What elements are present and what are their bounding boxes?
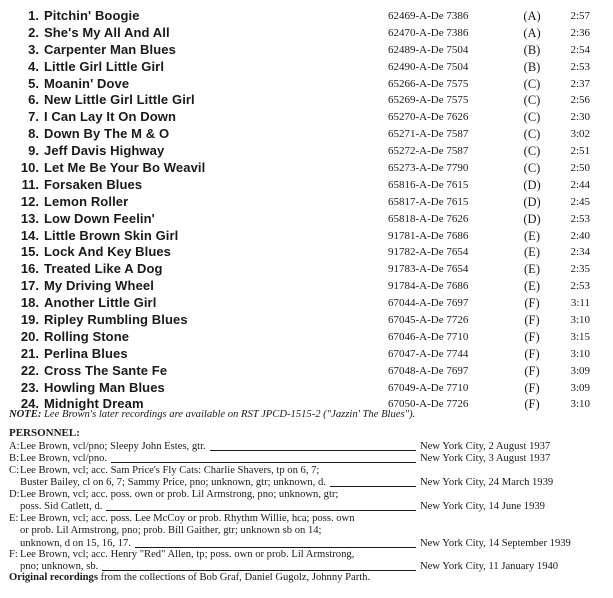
track-matrix: 62470-A-De 7386: [388, 26, 469, 39]
track-title: Little Brown Skin Girl: [44, 227, 179, 243]
track-number: 9.: [28, 143, 39, 159]
track-title: Moanin' Dove: [44, 75, 130, 91]
leader-rule: [102, 570, 416, 571]
leader-rule: [111, 462, 416, 463]
track-row: [0, 194, 613, 211]
note-label: NOTE:: [9, 409, 42, 420]
original-label: Original recordings: [9, 572, 98, 583]
track-number: 23.: [20, 379, 39, 395]
track-duration: 2:56: [570, 94, 590, 107]
track-number: 6.: [28, 92, 39, 108]
track-number: 8.: [28, 126, 39, 142]
session-place-date: New York City, 14 June 1939: [420, 501, 545, 513]
track-row: [0, 211, 613, 228]
track-matrix: 65818-A-De 7626: [388, 212, 469, 225]
original-text: from the collections of Bob Graf, Daniel Gugolz, Johnny Parth.: [97, 572, 371, 583]
session-letter: D:: [9, 489, 20, 500]
track-matrix: 67046-A-De 7710: [388, 330, 469, 343]
track-duration: 3:10: [570, 314, 590, 327]
track-session: (A): [523, 25, 541, 40]
track-duration: 2:53: [570, 212, 590, 225]
track-title: Howling Man Blues: [44, 379, 165, 395]
track-session: (E): [524, 279, 540, 294]
track-matrix: 67050-A-De 7726: [388, 398, 469, 411]
session-lineup-line: Lee Brown, vcl/pno.: [20, 453, 108, 464]
track-number: 13.: [20, 210, 39, 226]
track-session: (D): [523, 177, 541, 192]
track-duration: 2:35: [570, 263, 590, 276]
track-matrix: 91782-A-De 7654: [388, 246, 469, 259]
track-duration: 2:37: [570, 77, 590, 90]
session-lineup-line: poss. Sid Catlett, d.: [20, 501, 103, 513]
track-number: 1.: [28, 8, 39, 23]
track-row: [0, 295, 613, 312]
track-title: Down By The M & O: [44, 126, 170, 142]
track-title: I Can Lay It On Down: [44, 109, 177, 125]
track-row: [0, 25, 613, 42]
track-number: 15.: [20, 244, 39, 260]
leader-rule: [135, 547, 416, 548]
track-matrix: 65269-A-De 7575: [388, 94, 469, 107]
track-row: [0, 177, 613, 194]
track-title: Carpenter Man Blues: [44, 41, 176, 57]
track-number: 11.: [21, 176, 39, 192]
session-lineup-line: Lee Brown, vcl; acc. poss. own or prob. Lil Armstrong, pno; unknown, gtr;: [20, 489, 339, 500]
track-matrix: 62490-A-De 7504: [388, 60, 469, 73]
session-place-date: New York City, 14 September 1939: [420, 537, 571, 549]
personnel-heading: PERSONNEL:: [9, 427, 80, 439]
session-lineup-line: Buster Bailey, cl on 6, 7; Sammy Price, pno; unknown, gtr; unknown, d.: [20, 477, 326, 489]
track-session: (C): [523, 76, 541, 91]
track-duration: 3:09: [570, 364, 590, 377]
track-title: Perlina Blues: [44, 345, 128, 361]
track-title: She's My All And All: [44, 24, 170, 40]
leader-rule: [106, 510, 416, 511]
personnel-session: [9, 453, 609, 465]
track-row: [0, 143, 613, 160]
track-number: 16.: [20, 261, 39, 277]
track-number: 19.: [20, 312, 39, 328]
track-number: 24.: [20, 396, 39, 412]
track-row: [0, 8, 613, 25]
track-duration: 2:36: [570, 26, 590, 39]
track-matrix: 65266-A-De 7575: [388, 77, 469, 90]
track-matrix: 65816-A-De 7615: [388, 178, 469, 191]
track-session: (C): [523, 127, 541, 142]
track-title: Pitchin' Boogie: [44, 8, 140, 23]
session-place-date: New York City, 2 August 1937: [420, 441, 551, 452]
session-place-date: New York City, 24 March 1939: [420, 477, 554, 489]
track-duration: 3:11: [570, 297, 590, 310]
track-row: [0, 109, 613, 126]
track-number: 14.: [20, 227, 39, 243]
note: [9, 409, 609, 420]
session-letter: B:: [9, 453, 20, 464]
session-lineup-line: Lee Brown, vcl; acc. Sam Price's Fly Cats: Charlie Shavers, tp on 6, 7;: [20, 465, 320, 476]
track-number: 2.: [28, 24, 39, 40]
personnel-session: [9, 465, 609, 490]
track-row: [0, 244, 613, 261]
track-duration: 2:53: [570, 60, 590, 73]
track-matrix: 67047-A-De 7744: [388, 347, 469, 360]
track-session: (F): [524, 397, 540, 412]
track-title: Let Me Be Your Bo Weavil: [44, 160, 206, 176]
track-matrix: 65272-A-De 7587: [388, 145, 469, 158]
track-duration: 2:30: [570, 111, 590, 124]
track-matrix: 91781-A-De 7686: [388, 229, 469, 242]
track-duration: 2:40: [570, 229, 590, 242]
track-matrix: 67045-A-De 7726: [388, 314, 469, 327]
original-recordings-credit: [9, 572, 370, 583]
track-title: Low Down Feelin': [44, 210, 155, 226]
track-duration: 3:10: [570, 347, 590, 360]
track-duration: 3:15: [570, 330, 590, 343]
track-duration: 2:51: [570, 145, 590, 158]
track-title: Lemon Roller: [44, 193, 129, 209]
track-number: 10.: [20, 160, 39, 176]
leader-rule: [330, 486, 416, 487]
session-letter: E:: [9, 513, 19, 524]
session-letter: F:: [9, 549, 18, 560]
track-matrix: 65817-A-De 7615: [388, 195, 469, 208]
track-row: [0, 261, 613, 278]
track-number: 17.: [20, 278, 39, 294]
track-title: My Driving Wheel: [44, 278, 154, 294]
personnel-session: [9, 489, 609, 514]
track-duration: 2:57: [570, 10, 590, 22]
session-lineup-line: Lee Brown, vcl; acc. Henry "Red" Allen, tp; poss. own or prob. Lil Armstrong,: [20, 549, 355, 560]
track-session: (F): [524, 363, 540, 378]
track-title: Jeff Davis Highway: [44, 143, 165, 159]
personnel-session: [9, 549, 609, 574]
track-session: (F): [524, 346, 540, 361]
session-place-date: New York City, 11 January 1940: [420, 561, 559, 573]
track-matrix: 67048-A-De 7697: [388, 364, 469, 377]
session-letter: C:: [9, 465, 20, 476]
track-duration: 2:45: [570, 195, 590, 208]
track-row: [0, 380, 613, 397]
track-session: (F): [524, 380, 540, 395]
track-number: 20.: [20, 328, 39, 344]
track-session: (E): [524, 245, 540, 260]
track-session: (F): [524, 313, 540, 328]
track-duration: 2:53: [570, 280, 590, 293]
track-number: 12.: [20, 193, 39, 209]
track-session: (D): [523, 211, 541, 226]
track-session: (E): [524, 262, 540, 277]
track-matrix: 65273-A-De 7790: [388, 162, 469, 175]
personnel-session: [9, 441, 609, 453]
track-matrix: 91783-A-De 7654: [388, 263, 469, 276]
track-number: 4.: [28, 58, 39, 74]
track-title: Forsaken Blues: [44, 176, 143, 192]
track-title: Rolling Stone: [44, 328, 130, 344]
track-row: [0, 42, 613, 59]
track-duration: 3:09: [570, 381, 590, 394]
track-number: 5.: [28, 75, 39, 91]
track-matrix: 65270-A-De 7626: [388, 111, 469, 124]
track-matrix: 91784-A-De 7686: [388, 280, 469, 293]
track-session: (A): [523, 9, 541, 23]
track-duration: 2:50: [570, 162, 590, 175]
track-duration: 2:44: [570, 178, 590, 191]
session-lineup-line: unknown, d on 15, 16, 17.: [20, 537, 131, 549]
track-list: [0, 8, 613, 413]
session-lineup-line: Lee Brown, vcl/pno; Sleepy John Estes, gtr.: [20, 441, 206, 452]
track-title: Lock And Key Blues: [44, 244, 172, 260]
track-number: 7.: [28, 109, 39, 125]
track-session: (C): [523, 110, 541, 125]
track-matrix: 62469-A-De 7386: [388, 10, 469, 22]
track-row: [0, 346, 613, 363]
track-title: Midnight Dream: [44, 396, 144, 412]
track-session: (D): [523, 194, 541, 209]
track-session: (B): [523, 42, 541, 57]
track-row: [0, 92, 613, 109]
track-session: (F): [524, 296, 540, 311]
track-row: [0, 59, 613, 76]
leader-rule: [210, 450, 416, 451]
track-title: New Little Girl Little Girl: [44, 92, 195, 108]
track-row: [0, 329, 613, 346]
track-title: Another Little Girl: [44, 295, 157, 311]
track-row: [0, 312, 613, 329]
session-lineup-line: pno; unknown, sb.: [20, 561, 99, 573]
note-text: Lee Brown's later recordings are available on RST JPCD-1515-2 ("Jazzin' The Blues").: [41, 409, 416, 420]
track-row: [0, 228, 613, 245]
session-letter: A:: [9, 441, 20, 452]
track-session: (E): [524, 228, 540, 243]
track-number: 21.: [20, 345, 39, 361]
track-matrix: 67049-A-De 7710: [388, 381, 469, 394]
session-lineup-line: Lee Brown, vcl; acc. poss. Lee McCoy or prob. Rhythm Willie, hca; poss. own: [20, 513, 355, 524]
session-place-date: New York City, 3 August 1937: [420, 453, 551, 464]
track-number: 3.: [28, 41, 39, 57]
track-row: [0, 126, 613, 143]
track-session: (C): [523, 161, 541, 176]
track-matrix: 62489-A-De 7504: [388, 43, 469, 56]
personnel-session: [9, 513, 609, 550]
track-session: (C): [523, 144, 541, 159]
track-title: Ripley Rumbling Blues: [44, 312, 188, 328]
track-duration: 3:02: [570, 128, 590, 141]
session-lineup-line: or prob. Lil Armstrong, pno; prob. Bill Gaither, gtr; unknown sb on 14;: [20, 525, 322, 537]
track-row: [0, 76, 613, 93]
track-number: 18.: [20, 295, 39, 311]
track-duration: 3:10: [570, 398, 590, 411]
track-session: (F): [524, 329, 540, 344]
track-title: Treated Like A Dog: [44, 261, 163, 277]
track-title: Cross The Sante Fe: [44, 362, 168, 378]
track-session: (B): [523, 59, 541, 74]
track-row: [0, 160, 613, 177]
track-session: (C): [523, 93, 541, 108]
track-number: 22.: [20, 362, 39, 378]
track-matrix: 67044-A-De 7697: [388, 297, 469, 310]
track-duration: 2:54: [570, 43, 590, 56]
track-row: [0, 363, 613, 380]
track-title: Little Girl Little Girl: [44, 58, 165, 74]
track-duration: 2:34: [570, 246, 590, 259]
track-matrix: 65271-A-De 7587: [388, 128, 469, 141]
track-row: [0, 278, 613, 295]
